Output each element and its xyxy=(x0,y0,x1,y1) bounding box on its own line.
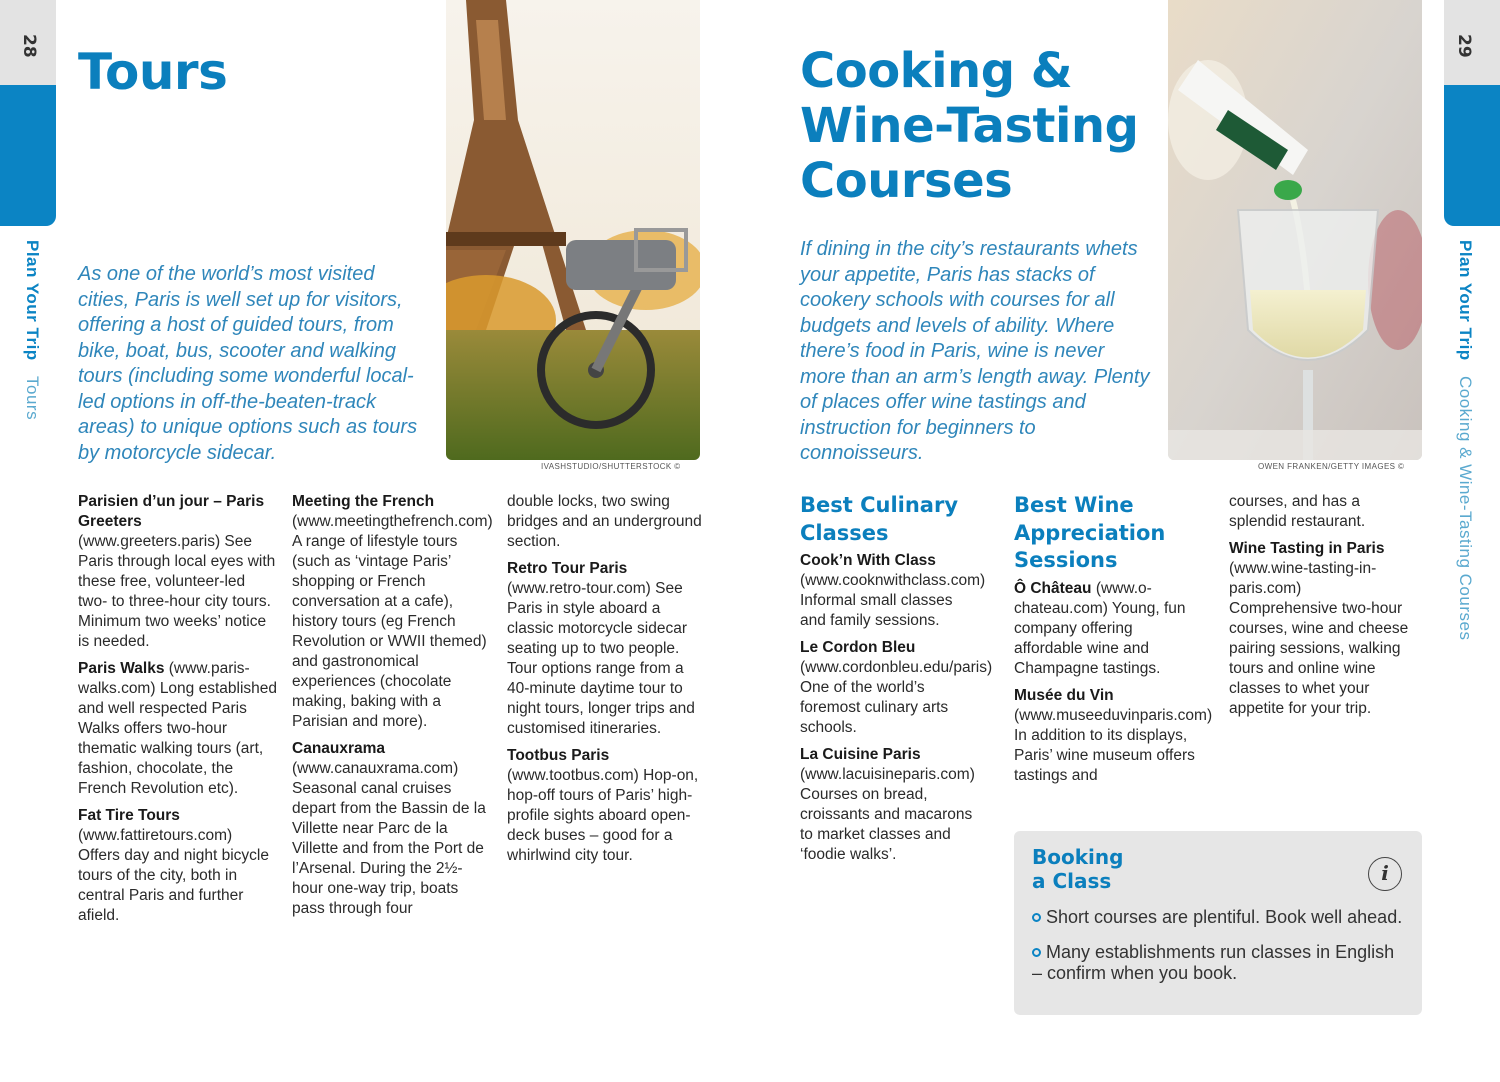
column-3 xyxy=(507,492,707,873)
page-title-cooking xyxy=(800,44,1160,209)
intro-paragraph-cooking: If dining in the city’s restaurants whets your appetite, Paris has stacks of cookery schools with courses for all budgets and levels of ability. Where there’s food in Paris, wine is never more than an arm’s length away. Plenty of places offer wine tastings and instruction for beginners to connoisseurs. xyxy=(800,238,1150,464)
entry-name: Le Cordon Bleu xyxy=(800,639,916,656)
column-wine xyxy=(1014,492,1213,793)
entry-text: (www.tootbus.com) Hop-on, hop-off tours of Paris’ high-profile sights aboard open-deck buses – good for a whirlwind city tour. xyxy=(507,767,699,864)
side-label-section: Cooking & Wine-Tasting Courses xyxy=(1456,375,1475,641)
entry-text: (www.fattiretours.com) Offers day and night bicycle tours of the city, both in central Paris and further afield. xyxy=(78,827,269,924)
list-item xyxy=(800,638,993,738)
page-title-tours: Tours xyxy=(78,43,228,101)
list-item xyxy=(78,492,278,652)
entry-name: Meeting the French xyxy=(292,493,435,510)
entry-text: (www.meetingthefrench.com) A range of lifestyle tours (such as ‘vintage Paris’ shopping or French conversation at a cafe), history tours (eg French Revolution or WWII themed) and gastronomical experiences (chocolate making, baking with a Parisian and more). xyxy=(292,513,493,730)
side-label-chapter: Plan Your Trip xyxy=(1456,240,1475,361)
entry-name: Paris Walks xyxy=(78,660,165,677)
heading-best-culinary: Best Culinary Classes xyxy=(800,493,959,545)
photo-credit-right: OWEN FRANKEN/GETTY IMAGES © xyxy=(1258,462,1405,471)
title-line: Booking xyxy=(1032,845,1124,869)
list-item xyxy=(78,659,278,799)
side-label-section: Tours xyxy=(23,375,42,420)
entry-text: (www.lacuisineparis.com) Courses on bread, croissants and macarons to market classes and ‘foodie walks’. xyxy=(800,766,975,863)
column-culinary xyxy=(800,492,993,872)
list-item xyxy=(78,806,278,926)
column-1 xyxy=(78,492,278,933)
entry-name: La Cuisine Paris xyxy=(800,746,921,763)
entry-text: (www.cooknwithclass.com) Informal small classes and family sessions. xyxy=(800,572,986,629)
booking-box-title xyxy=(1032,845,1232,893)
bullet-text: Short courses are plentiful. Book well ahead. xyxy=(1046,907,1403,927)
wine-pouring-photo xyxy=(1168,0,1422,460)
entry-text: courses, and has a splendid restaurant. xyxy=(1229,493,1366,530)
title-line: Courses xyxy=(800,153,1013,209)
heading-best-wine: Best Wine Appreciation Sessions xyxy=(1014,493,1166,572)
entry-name: Fat Tire Tours xyxy=(78,807,180,824)
entry-name: Cook’n With Class xyxy=(800,552,936,569)
side-label-chapter: Plan Your Trip xyxy=(23,240,42,361)
entry-name: Canauxrama xyxy=(292,740,386,757)
column-wine-continued xyxy=(1229,492,1414,726)
side-label-left xyxy=(22,240,42,420)
page-number-right: 29 xyxy=(1454,34,1474,58)
page-tab-blue-right xyxy=(1444,85,1500,226)
list-item xyxy=(800,745,980,865)
booking-bullet xyxy=(1032,907,1404,928)
title-line: a Class xyxy=(1032,869,1112,893)
title-line: Cooking & xyxy=(800,43,1073,99)
entry-name: Musée du Vin xyxy=(1014,686,1114,704)
list-item-continued xyxy=(1229,492,1414,532)
entry-text: (www.wine-tasting-in-paris.com) Comprehensive two-hour courses, wine and cheese pairing sessions, walking tours and online wine classes to whet your appetite for your trip. xyxy=(1229,560,1409,717)
list-item xyxy=(1014,686,1213,786)
intro-paragraph-tours: As one of the world’s most visited cities, Paris is well set up for visitors, offering a host of guided tours, from bike, boat, bus, scooter and walking tours (including some wonderful local-led options in off-the-beaten-track areas) to unique options such as tours by motorcycle sidecar. xyxy=(78,263,418,464)
list-item xyxy=(292,492,492,732)
entry-text: (www.o-chateau.com) Young, fun company offering affordable wine and Champagne tastings. xyxy=(1014,579,1186,677)
booking-bullet xyxy=(1032,942,1404,984)
entry-text: (www.museeduvinparis.com) In addition to its displays, Paris’ wine museum offers tastings and xyxy=(1014,706,1213,784)
side-label-right xyxy=(1455,240,1475,640)
title-line: Wine-Tasting xyxy=(800,98,1139,154)
entry-text: (www.paris-walks.com) Long established and well respected Paris Walks offers two-hour thematic walking tours (art, fashion, chocolate, the French Revolution etc). xyxy=(78,660,278,797)
page-number-left: 28 xyxy=(19,34,39,58)
entry-name: Tootbus Paris xyxy=(507,747,610,764)
entry-name: Ô Château xyxy=(1014,579,1092,597)
eiffel-tower-photo xyxy=(446,0,700,460)
entry-text: (www.greeters.paris) See Paris through local eyes with these free, volunteer-led two- to three-hour city tours. Minimum two weeks’ notice is needed. xyxy=(78,533,276,650)
entry-text: (www.retro-tour.com) See Paris in style aboard a classic motorcycle sidecar seating up to two people. Tour options range from a 40-minute daytime tour to night tours, longer trips and customised itineraries. xyxy=(507,580,695,737)
bullet-text: Many establishments run classes in English – confirm when you book. xyxy=(1032,942,1395,983)
entry-name: Retro Tour Paris xyxy=(507,560,628,577)
list-item xyxy=(507,559,707,739)
bullet-circle-icon xyxy=(1032,913,1041,922)
list-item xyxy=(1014,579,1199,679)
bullet-circle-icon xyxy=(1032,948,1041,957)
list-item xyxy=(507,746,707,866)
page-tab-blue-left xyxy=(0,85,56,226)
entry-text: (www.cordonbleu.edu/paris) One of the world’s foremost culinary arts schools. xyxy=(800,659,993,736)
entry-text: (www.canauxrama.com) Seasonal canal cruises depart from the Bassin de la Villette near Parc de la Villette and from the Port de l’Arsenal. During the 2½-hour one-way trip, boats pass through four xyxy=(292,760,486,917)
list-item xyxy=(800,551,986,631)
entry-name: Wine Tasting in Paris xyxy=(1229,540,1385,557)
list-item xyxy=(1229,539,1414,719)
list-item xyxy=(292,739,492,919)
photo-credit-left: IVASHSTUDIO/SHUTTERSTOCK © xyxy=(541,462,681,471)
column-2 xyxy=(292,492,492,926)
entry-name: Parisien d’un jour – Paris Greeters xyxy=(78,493,265,530)
entry-text: double locks, two swing bridges and an underground section. xyxy=(507,493,702,550)
list-item-continued xyxy=(507,492,707,552)
info-icon: i xyxy=(1368,857,1402,891)
booking-a-class-box xyxy=(1014,831,1422,1015)
